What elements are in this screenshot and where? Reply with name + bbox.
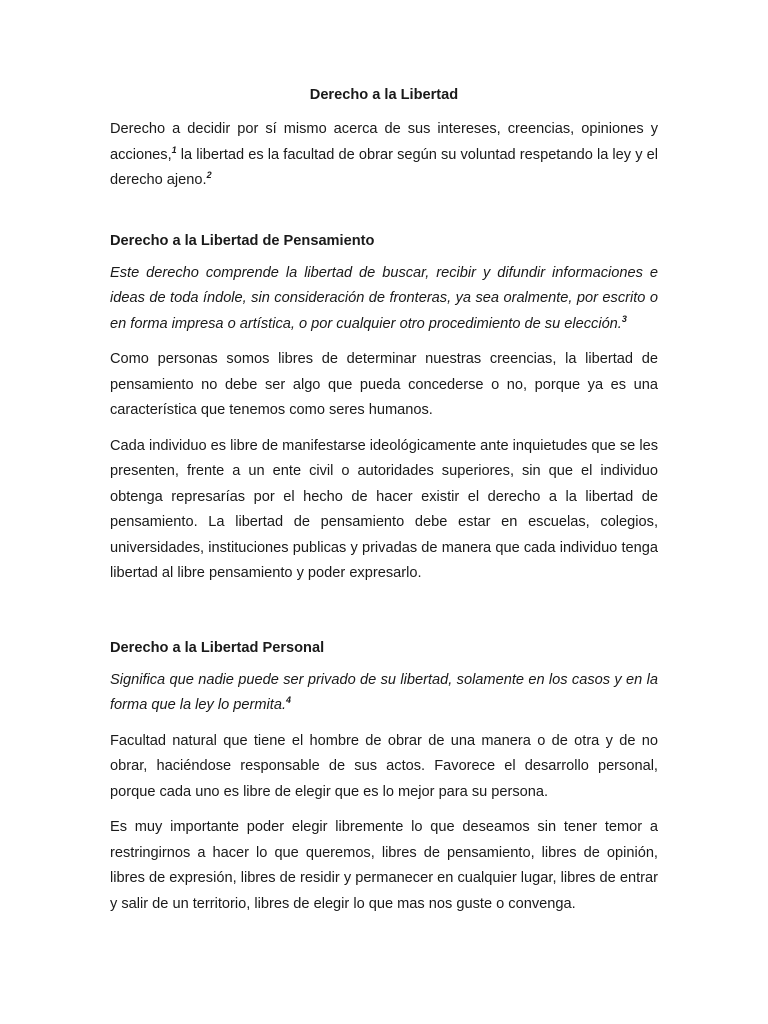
quote-paragraph-personal — [110, 668, 658, 719]
paragraph-personal-1: Facultad natural que tiene el hombre de obrar de una manera o de otra y de no obrar, haciéndose responsable de sus actos. Favorece el desarrollo personal, porque cada uno es libre de elegir que es lo mejor para su persona. — [110, 732, 658, 800]
paragraph-pensamiento-1: Como personas somos libres de determinar nuestras creencias, la libertad de pensamiento no debe ser algo que pueda concederse o no, porque ya es una característica que tenemos como seres humanos. — [110, 351, 658, 418]
quote-text-pensamiento: Este derecho comprende la libertad de buscar, recibir y difundir informaciones e ideas de toda índole, sin consideración de fronteras, ya sea oralmente, por escrito o en forma impresa o artística, o por cualquier otro procedimiento de su elección. — [110, 264, 658, 332]
section-spacer — [110, 204, 658, 230]
footnote-ref-4[interactable]: 4 — [286, 695, 292, 705]
section-heading-pensamiento: Derecho a la Libertad de Pensamiento — [110, 232, 375, 249]
quote-text-personal: Significa que nadie puede ser privado de su libertad, solamente en los casos y en la forma que la ley lo permita. — [110, 671, 658, 713]
footnote-ref-2[interactable]: 2 — [206, 170, 212, 180]
document-page — [110, 84, 658, 927]
quote-paragraph-pensamiento — [110, 261, 658, 338]
section-heading-personal: Derecho a la Libertad Personal — [110, 639, 325, 656]
paragraph-personal-2: Es muy importante poder elegir libremente lo que deseamos sin tener temor a restringirnos a hacer lo que queremos, libres de pensamiento, libres de opinión, libres de expresión, libres de residir y permanecer en cualquier lugar, libres de entrar y salir de un territorio, libres de elegir lo que mas nos guste o convenga. — [110, 819, 658, 912]
intro-text-part2: la libertad es la facultad de obrar según su voluntad respetando la ley y el derecho ajeno. — [110, 146, 658, 188]
paragraph-pensamiento-2: Cada individuo es libre de manifestarse ideológicamente ante inquietudes que se les presenten, frente a un ente civil o autoridades superiores, sin que el individuo obtenga represarías por el hecho de hacer existir el derecho a la libertad de pensamiento. La libertad de pensamiento debe estar en escuelas, colegios, universidades, instituciones publicas y privadas de manera que cada individuo tenga libertad al libre pensamiento y poder expresarlo. — [110, 437, 658, 581]
intro-text-part1: Derecho a decidir por sí mismo acerca de sus intereses, creencias, opiniones y acciones, — [110, 121, 658, 163]
footnote-ref-3[interactable]: 3 — [621, 313, 627, 324]
document-title: Derecho a la Libertad — [309, 87, 459, 103]
intro-paragraph — [110, 117, 658, 194]
section-spacer — [110, 597, 658, 637]
footnote-ref-1[interactable]: 1 — [171, 144, 177, 155]
